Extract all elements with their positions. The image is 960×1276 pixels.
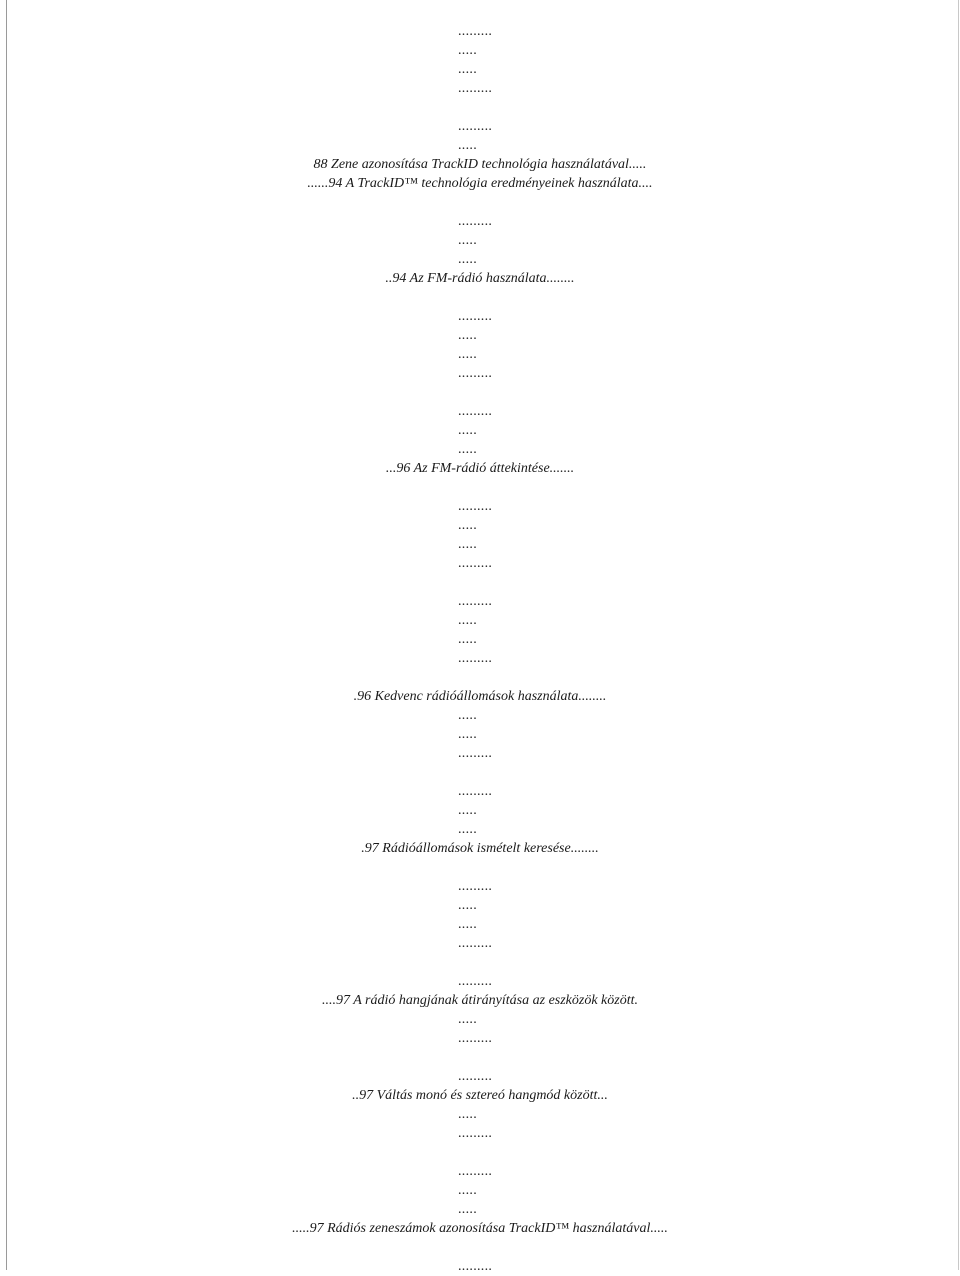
toc-leader-dots: .....	[458, 328, 477, 343]
table-of-contents	[0, 22, 960, 1276]
toc-leader-dots: .........	[458, 24, 493, 39]
toc-leader-dots: .....	[458, 252, 477, 267]
toc-spacer	[0, 858, 960, 877]
toc-spacer	[0, 573, 960, 592]
toc-leader-dots: .........	[458, 81, 493, 96]
toc-leader-dots: .....	[458, 708, 477, 723]
toc-spacer	[0, 953, 960, 972]
toc-leader-dots: .....	[458, 1012, 477, 1027]
toc-leader-dots: .....	[458, 518, 477, 533]
toc-leader-dots: .........	[458, 651, 493, 666]
toc-leader-dots: .........	[458, 404, 493, 419]
toc-entry: .....97 Rádiós zeneszámok azonosítása TrackID™ használatával.....	[292, 1221, 668, 1236]
toc-spacer	[0, 1048, 960, 1067]
toc-leader-dots: .....	[458, 917, 477, 932]
toc-spacer	[0, 193, 960, 212]
toc-leader-dots: .....	[458, 43, 477, 58]
toc-leader-dots: .....	[458, 1183, 477, 1198]
toc-leader-dots: .....	[458, 803, 477, 818]
toc-spacer	[0, 763, 960, 782]
toc-leader-dots: .....	[458, 62, 477, 77]
toc-leader-dots: .........	[458, 366, 493, 381]
toc-leader-dots: .........	[458, 119, 493, 134]
toc-entry: 88 Zene azonosítása TrackID technológia használatával.....	[313, 157, 647, 172]
toc-leader-dots: .....	[458, 1202, 477, 1217]
toc-leader-dots: .....	[458, 423, 477, 438]
toc-leader-dots: .....	[458, 442, 477, 457]
toc-leader-dots: .........	[458, 936, 493, 951]
toc-spacer	[0, 383, 960, 402]
toc-entry: ...96 Az FM-rádió áttekintése.......	[385, 461, 575, 476]
toc-spacer	[0, 1143, 960, 1162]
toc-leader-dots: .....	[458, 138, 477, 153]
toc-leader-dots: .....	[458, 233, 477, 248]
toc-leader-dots: .........	[458, 784, 493, 799]
toc-entry: ......94 A TrackID™ technológia eredményeinek használata....	[307, 176, 653, 191]
toc-leader-dots: .........	[458, 499, 493, 514]
toc-entry: ..94 Az FM-rádió használata........	[385, 271, 575, 286]
toc-leader-dots: .........	[458, 1164, 493, 1179]
toc-leader-dots: .....	[458, 632, 477, 647]
toc-leader-dots: .....	[458, 898, 477, 913]
toc-spacer	[0, 288, 960, 307]
toc-spacer	[0, 1238, 960, 1257]
toc-spacer	[0, 478, 960, 497]
toc-leader-dots: .........	[458, 879, 493, 894]
toc-entry: .96 Kedvenc rádióállomások használata........	[353, 689, 607, 704]
toc-leader-dots: .....	[458, 537, 477, 552]
toc-leader-dots: .........	[458, 1126, 493, 1141]
toc-leader-dots: .........	[458, 974, 493, 989]
toc-entry: ....97 A rádió hangjának átirányítása az eszközök között.	[321, 993, 639, 1008]
toc-leader-dots: .........	[458, 594, 493, 609]
toc-entry: ..97 Váltás monó és sztereó hangmód között...	[352, 1088, 608, 1103]
toc-leader-dots: .........	[458, 214, 493, 229]
toc-leader-dots: .........	[458, 309, 493, 324]
toc-entry: .97 Rádióállomások ismételt keresése........	[361, 841, 599, 856]
toc-spacer	[0, 98, 960, 117]
toc-leader-dots: .........	[458, 556, 493, 571]
toc-leader-dots: .....	[458, 822, 477, 837]
toc-leader-dots: .........	[458, 1031, 493, 1046]
toc-leader-dots: .........	[458, 1069, 493, 1084]
toc-leader-dots: .....	[458, 1107, 477, 1122]
toc-spacer	[0, 668, 960, 687]
toc-leader-dots: .........	[458, 1259, 493, 1274]
toc-leader-dots: .....	[458, 727, 477, 742]
toc-leader-dots: .....	[458, 613, 477, 628]
toc-leader-dots: .........	[458, 746, 493, 761]
toc-leader-dots: .....	[458, 347, 477, 362]
